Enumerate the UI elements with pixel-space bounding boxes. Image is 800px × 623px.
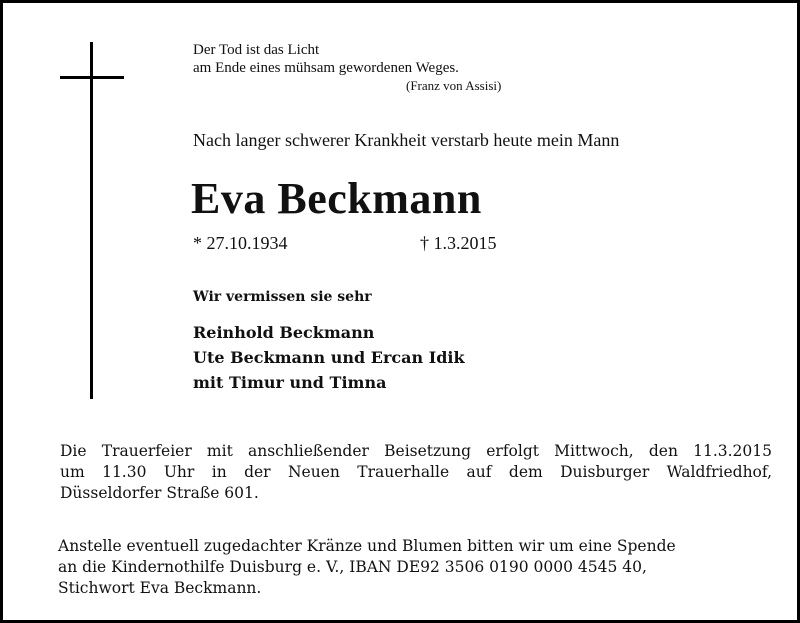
quote-line: Der Tod ist das Licht xyxy=(193,42,320,58)
donation-line: Anstelle eventuell zugedachter Kränze und Blumen bitten wir um eine Spende xyxy=(58,537,676,555)
funeral-line: Die Trauerfeier mit anschließender Beisetzung erfolgt Mittwoch, den 11.3.2015 xyxy=(60,442,772,460)
quote xyxy=(193,41,459,77)
mourners-heading: Wir vermissen sie sehr xyxy=(193,289,372,305)
cross-icon-horizontal-bar xyxy=(60,76,124,79)
mourner-name: Ute Beckmann und Ercan Idik xyxy=(193,348,465,367)
donation-line: Stichwort Eva Beckmann. xyxy=(58,579,262,597)
intro-text: Nach langer schwerer Krankheit verstarb heute mein Mann xyxy=(193,130,620,150)
funeral-line: Düsseldorfer Straße 601. xyxy=(60,484,259,502)
quote-line: am Ende eines mühsam gewordenen Weges. xyxy=(193,60,459,76)
quote-author: (Franz von Assisi) xyxy=(406,78,502,93)
funeral-details xyxy=(60,441,772,504)
mourner-name: Reinhold Beckmann xyxy=(193,323,375,342)
deceased-name: Eva Beckmann xyxy=(191,174,482,223)
mourner-name: mit Timur und Timna xyxy=(193,373,387,392)
birth-date: * 27.10.1934 xyxy=(193,233,288,253)
mourners-list xyxy=(193,320,465,395)
cross-icon-vertical-bar xyxy=(90,42,93,399)
donation-details xyxy=(58,536,770,599)
death-date: † 1.3.2015 xyxy=(420,233,497,253)
donation-line: an die Kindernothilfe Duisburg e. V., IBAN DE92 3506 0190 0000 4545 40, xyxy=(58,558,647,576)
funeral-line: um 11.30 Uhr in der Neuen Trauerhalle auf dem Duisburger Waldfriedhof, xyxy=(60,463,772,481)
